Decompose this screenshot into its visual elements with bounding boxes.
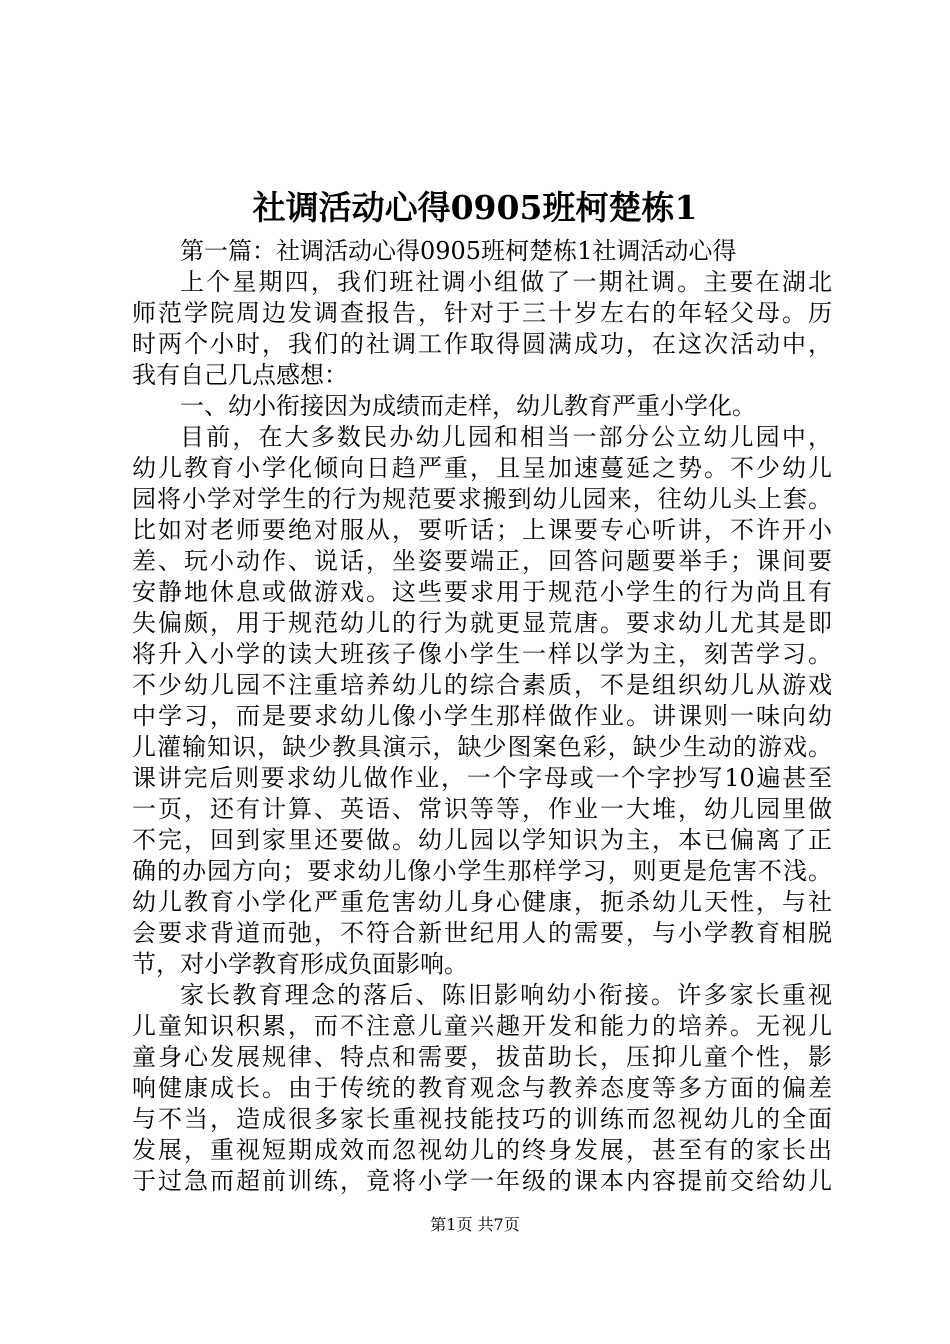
body-line: 不完，回到家里还要做。幼儿园以学知识为主，本已偏离了正 xyxy=(132,826,832,854)
document-body xyxy=(132,236,832,1197)
body-line: 安静地休息或做游戏。这些要求用于规范小学生的行为尚且有 xyxy=(132,578,832,606)
body-line: 于过急而超前训练，竟将小学一年级的课本内容提前交给幼儿 xyxy=(132,1167,832,1195)
body-line: 家长教育理念的落后、陈旧影响幼小衔接。许多家长重视 xyxy=(180,981,832,1009)
body-line: 确的办园方向；要求幼儿像小学生那样学习，则更是危害不浅。 xyxy=(132,857,832,885)
body-line: 上个星期四，我们班社调小组做了一期社调。主要在湖北 xyxy=(180,268,832,296)
body-line: 会要求背道而弛，不符合新世纪用人的需要，与小学教育相脱 xyxy=(132,919,832,947)
body-line: 课讲完后则要求幼儿做作业，一个字母或一个字抄写10遍甚至 xyxy=(132,764,832,792)
body-line: 一页，还有计算、英语、常识等等，作业一大堆，幼儿园里做 xyxy=(132,795,832,823)
body-line: 我有自己几点感想： xyxy=(132,361,348,389)
page-number-footer: 第1页 共7页 xyxy=(430,1215,520,1234)
body-line: 幼儿教育小学化倾向日趋严重，且呈加速蔓延之势。不少幼儿 xyxy=(132,454,832,482)
body-line: 与不当，造成很多家长重视技能技巧的训练而忽视幼儿的全面 xyxy=(132,1105,832,1133)
body-line: 一、幼小衔接因为成绩而走样，幼儿教育严重小学化。 xyxy=(180,392,756,420)
body-line: 童身心发展规律、特点和需要，拔苗助长，压抑儿童个性，影 xyxy=(132,1043,832,1071)
body-line: 时两个小时，我们的社调工作取得圆满成功，在这次活动中， xyxy=(132,330,832,358)
body-line: 目前，在大多数民办幼儿园和相当一部分公立幼儿园中， xyxy=(180,423,832,451)
body-line: 失偏颇，用于规范幼儿的行为就更显荒唐。要求幼儿尤其是即 xyxy=(132,609,832,637)
body-line: 儿灌输知识，缺少教具演示，缺少图案色彩，缺少生动的游戏。 xyxy=(132,733,832,761)
body-line: 第一篇：社调活动心得0905班柯楚栋1社调活动心得 xyxy=(180,237,737,265)
body-line: 响健康成长。由于传统的教育观念与教养态度等多方面的偏差 xyxy=(132,1074,832,1102)
body-line: 中学习，而是要求幼儿像小学生那样做作业。讲课则一味向幼 xyxy=(132,702,832,730)
document-title: 社调活动心得0905班柯楚栋1 xyxy=(252,188,698,227)
body-line: 将升入小学的读大班孩子像小学生一样以学为主，刻苦学习。 xyxy=(132,640,832,668)
body-line: 师范学院周边发调查报告，针对于三十岁左右的年轻父母。历 xyxy=(132,299,832,327)
body-line: 园将小学对学生的行为规范要求搬到幼儿园来，往幼儿头上套。 xyxy=(132,485,832,513)
body-line: 儿童知识积累，而不注意儿童兴趣开发和能力的培养。无视儿 xyxy=(132,1012,832,1040)
body-line: 不少幼儿园不注重培养幼儿的综合素质，不是组织幼儿从游戏 xyxy=(132,671,832,699)
body-line: 节，对小学教育形成负面影响。 xyxy=(132,950,468,978)
body-line: 比如对老师要绝对服从，要听话；上课要专心听讲，不许开小 xyxy=(132,516,832,544)
body-line: 差、玩小动作、说话，坐姿要端正，回答问题要举手；课间要 xyxy=(132,547,832,575)
body-line: 发展，重视短期成效而忽视幼儿的终身发展，甚至有的家长出 xyxy=(132,1136,832,1164)
body-line: 幼儿教育小学化严重危害幼儿身心健康，扼杀幼儿天性，与社 xyxy=(132,888,832,916)
